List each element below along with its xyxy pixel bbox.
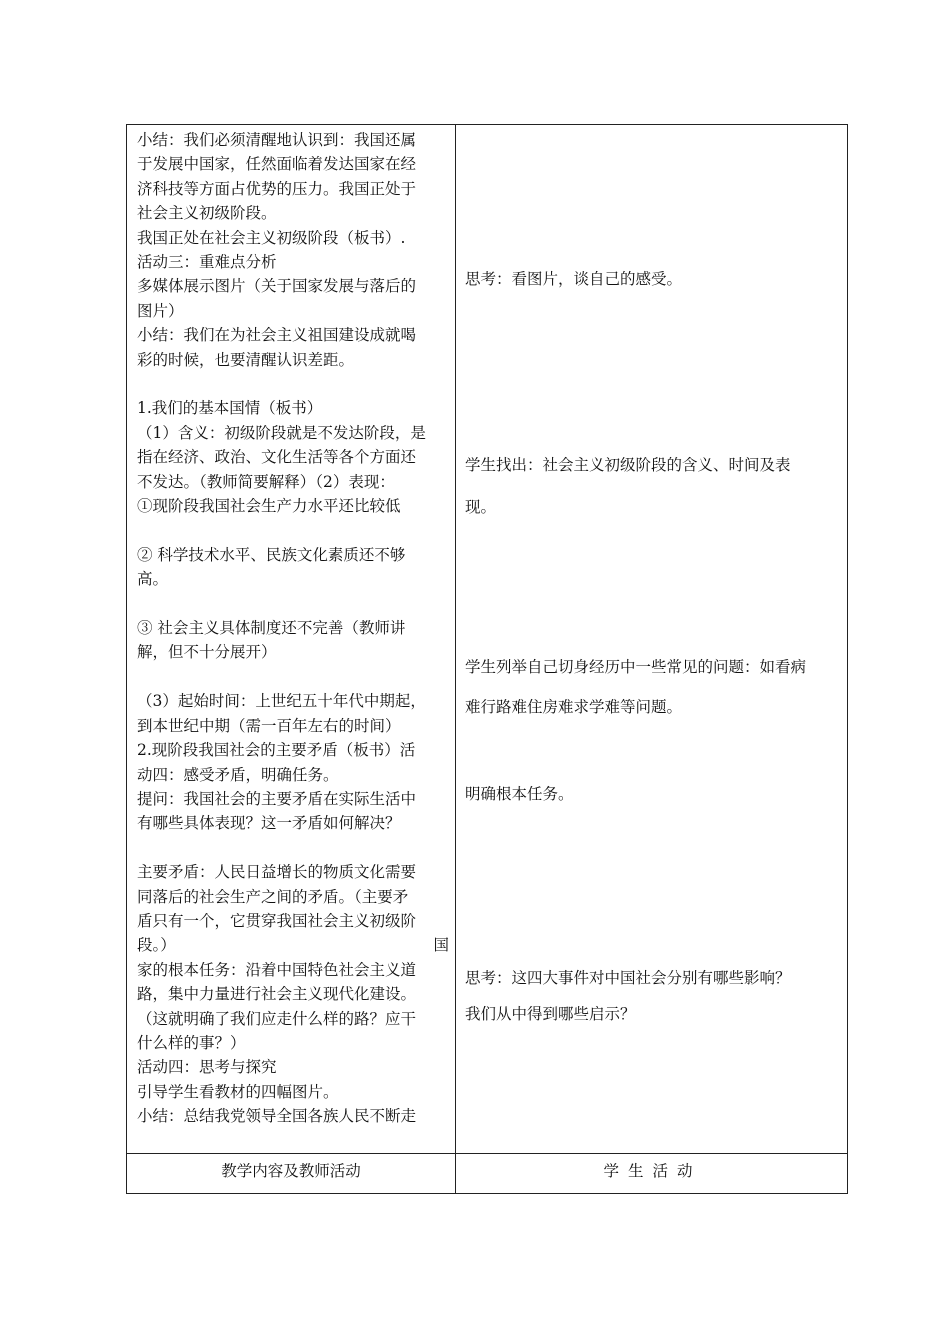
teacher-activity-line: 有哪些具体表现？这一矛盾如何解决？ [137,814,401,833]
column-divider [455,125,456,1193]
teacher-activity-line: 小结：我们在为社会主义祖国建设成就喝 [137,326,417,345]
teacher-activity-line: 彩的时候，也要清醒认识差距。 [137,350,355,369]
blank-line [137,592,449,616]
teacher-activity-line: 段。） 国 [137,933,449,957]
teacher-activity-line: 家的根本任务：沿着中国特色社会主义道 [137,960,417,979]
student-activity-line: 现。 [465,498,497,516]
blank-line [137,836,449,860]
lesson-table [126,124,848,1194]
teacher-activity-line: 活动三：重难点分析 [137,253,277,272]
teacher-activity-line: 小结：我们必须清醒地认识到：我国还属 [137,131,417,149]
student-activity-line: 难行路难住房难求学难等问题。 [465,698,683,716]
teacher-activity-line: 我国正处在社会主义初级阶段（板书）. [137,228,406,247]
teacher-activity-line: 济科技等方面占优势的压力。我国正处于 [137,179,417,198]
teacher-activity-line: 解，但不十分展开） [137,643,277,662]
teacher-activity-line: 同落后的社会生产之间的矛盾。（主要矛 [137,887,409,906]
teacher-activity-line: 社会主义初级阶段。 [137,204,277,223]
teacher-activity-line: 提问：我国社会的主要矛盾在实际生活中 [137,789,417,808]
teacher-activity-line: 指在经济、政治、文化生活等各个方面还 [137,448,417,467]
blank-line [137,372,449,396]
footer-student-heading: 学生活动 [603,1162,702,1180]
student-activity-line: 思考：这四大事件对中国社会分别有哪些影响？ [465,969,791,987]
teacher-activity-line: 到本世纪中期（需一百年左右的时间） [137,716,401,735]
footer-divider [127,1153,847,1154]
footer-teacher-heading: 教学内容及教师活动 [221,1162,361,1180]
student-activity-line: 学生列举自己切身经历中一些常见的问题：如看病 [465,658,807,676]
teacher-activity-line: （3）起始时间：上世纪五十年代中期起， [137,692,426,711]
teacher-activity-column [137,128,449,1129]
teacher-activity-line: 引导学生看教材的四幅图片。 [137,1082,339,1101]
teacher-activity-line: ③ 社会主义具体制度还不完善（教师讲 [137,619,406,638]
teacher-activity-line: 小结：总结我党领导全国各族人民不断走 [137,1107,417,1126]
teacher-activity-line: 盾只有一个，它贯穿我国社会主义初级阶 [137,911,417,930]
teacher-activity-line: 动四：感受矛盾，明确任务。 [137,765,339,784]
teacher-activity-line: 于发展中国家，任然面临着发达国家在经 [137,155,417,174]
teacher-activity-line: （1）含义：初级阶段就是不发达阶段，是 [137,423,426,442]
teacher-activity-line: 高。 [137,570,169,589]
teacher-activity-line: 活动四：思考与探究 [137,1058,277,1077]
teacher-activity-line: 什么样的事？） [137,1033,246,1052]
teacher-activity-line: 图片） [137,301,184,320]
teacher-activity-line: 主要矛盾：人民日益增长的物质文化需要 [137,863,417,882]
teacher-activity-line: 不发达。（教师简要解释）（2）表现： [137,472,395,491]
teacher-activity-line: 2.现阶段我国社会的主要矛盾（板书）活 [137,741,416,760]
student-activity-line: 我们从中得到哪些启示？ [465,1005,636,1023]
blank-line [137,665,449,689]
student-activity-line: 明确根本任务。 [465,785,574,803]
teacher-activity-line: 1.我们的基本国情（板书） [137,399,323,418]
teacher-activity-line: 多媒体展示图片（关于国家发展与落后的 [137,277,417,296]
student-activity-line: 思考：看图片，谈自己的感受。 [465,270,683,288]
student-activity-line: 学生找出：社会主义初级阶段的含义、时间及表 [465,456,791,474]
teacher-activity-line: （这就明确了我们应走什么样的路？应干 [137,1009,417,1028]
teacher-activity-line: 路，集中力量进行社会主义现代化建设。 [137,985,417,1004]
teacher-activity-line: ② 科学技术水平、民族文化素质还不够 [137,545,406,564]
teacher-activity-line: ①现阶段我国社会生产力水平还比较低 [137,497,401,516]
blank-line [137,518,449,542]
right-aligned-char: 国 [433,936,449,955]
